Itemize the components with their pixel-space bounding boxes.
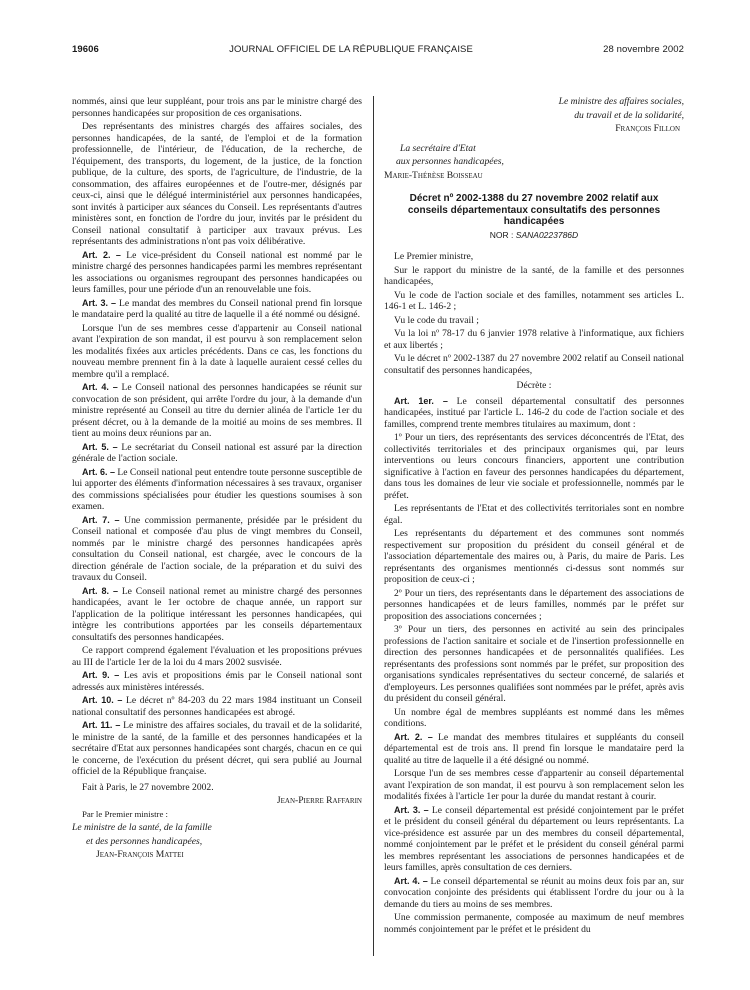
nor-label: NOR : (489, 229, 514, 240)
paragraph: Une commission permanente, composée au maximum de neuf membres nommés conjointement par le préfet et le président du (384, 912, 684, 935)
paragraph: Les représentants du département et des communes sont nommés respectivement sur proposition du président du conseil général et de l'association départementale des maires ou, à Paris, du maire de Paris. Les représentants des organismes mentionnés ci-dessus sont nommés sur proposition de ceux-ci ; (384, 528, 684, 585)
page-header (72, 44, 684, 55)
left-column (72, 96, 362, 863)
article-3 (384, 805, 684, 874)
article-10 (72, 695, 362, 718)
article-label: Art. 5. – (82, 441, 118, 452)
article-6 (72, 467, 362, 513)
nor-reference (384, 230, 684, 242)
article-text: Le Conseil national des personnes handicapées se réunit sur convocation de son président, qui arrête l'ordre du jour, à la demande d'un ministre représenté au Conseil au titre du dernier alinéa de l'article 1er du présent décret, ou à la demande de la moitié au moins de ses membres. Il tient au moins deux réunions par an. (72, 382, 362, 439)
article-7 (72, 515, 362, 584)
article-9 (72, 670, 362, 693)
article-label: Art. 4. – (394, 875, 428, 886)
paragraph: Ce rapport comprend également l'évaluation et les propositions prévues au III de l'article 1er de la loi du 4 mars 2002 susvisée. (72, 645, 362, 668)
paragraph: 3º Pour un tiers, des personnes en activité au sein des principales professions de l'action sanitaire et sociale et de l'insertion professionnelle en direction des personnes handicapées et de personnalités qualifiées. Les représentants des professions sont nommés par le préfet, sur proposition des organisations syndicales représentatives du secteur concerné, de salariés et d'employeurs. Les personnes qualifiées sont nommées par le préfet, après avis du président du conseil général. (384, 624, 684, 704)
article-3 (72, 298, 362, 321)
article-text: Le décret nº 84-203 du 22 mars 1984 instituant un Conseil national consultatif des personnes handicapées est abrogé. (72, 695, 362, 718)
paragraph: nommés, ainsi que leur suppléant, pour trois ans par le ministre chargé des personnes handicapées sur proposition de ces organisations. (72, 96, 362, 119)
article-text: Le conseil départemental se réunit au moins deux fois par an, sur convocation conjointe des présidents qui établissent l'ordre du jour ou à la demande du tiers au moins de ses membres. (384, 875, 684, 910)
minister-title: Le ministre de la santé, de la famille (72, 822, 212, 833)
paragraph: Sur le rapport du ministre de la santé, de la famille et des personnes handicapées, (384, 264, 684, 287)
article-label: Art. 6. – (82, 466, 116, 477)
secretary-title: La secrétaire d'Etat (400, 142, 476, 154)
article-text: Le conseil départemental est présidé conjointement par le préfet et le président du conseil général du département ou leurs représentants. La vice-présidence est assurée par un des membres du conseil départemental, nommé conjointement par le préfet et le président du conseil général parmi les membres représentant les associations de personnes handicapées et de leurs familles, après consultation de ces derniers. (384, 804, 684, 873)
article-text: Le secrétariat du Conseil national est assuré par la direction générale de l'action sociale. (72, 441, 362, 464)
article-text: Le mandat des membres du Conseil national prend fin lorsque le mandataire perd la qualité au titre de laquelle il a été nommé ou désigné. (72, 297, 362, 320)
article-2 (384, 732, 684, 767)
paragraph: Lorsque l'un de ses membres cesse d'appartenir au conseil départemental avant l'expiration de son mandat, il est pourvu à son remplacement selon les modalités fixées à l'article 1er pour la durée du mandat restant à courir. (384, 768, 684, 802)
paragraph: Vu le décret nº 2002-1387 du 27 novembre 2002 relatif au Conseil national consultatif des personnes handicapées, (384, 353, 684, 376)
nor-code: SANA0223786D (515, 229, 579, 240)
article-label: Art. 8. – (82, 585, 118, 596)
column-divider (373, 96, 374, 956)
article-label: Art. 11. – (82, 720, 121, 730)
article-4 (72, 382, 362, 440)
article-label: Art. 10. – (82, 695, 123, 705)
article-11 (72, 720, 362, 778)
right-column (384, 96, 684, 937)
signatory-prime-minister: Jean-Pierre Raffarin (276, 795, 362, 806)
paragraph: Un nombre égal de membres suppléants est nommé dans les mêmes conditions. (384, 706, 684, 729)
paragraph: Vu le code de l'action sociale et des familles, notamment ses articles L. 146-1 et L. 146-2 ; (384, 289, 684, 312)
article-text: Le mandat des membres titulaires et suppléants du conseil départemental est de trois ans. Il prend fin lorsque le mandataire perd la qualité au titre de laquelle il a été désigné ou nommé. (384, 731, 684, 766)
par-le-premier-ministre: Par le Premier ministre : (82, 808, 168, 819)
minister-title: du travail et de la solidarité, (574, 109, 684, 121)
article-label: Art. 1er. – (394, 395, 448, 406)
signatory-minister: Jean-François Mattei (96, 849, 184, 860)
minister-title: et des personnes handicapées, (86, 835, 203, 847)
article-label: Art. 9. – (82, 670, 120, 680)
paragraph: Vu le code du travail ; (394, 314, 479, 326)
article-text: Le ministre des affaires sociales, du travail et de la solidarité, le ministre de la santé, de la famille et des personnes handicapées et la secrétaire d'Etat aux personnes handicapées sont chargés, chacun en ce qui le concerne, de l'exécution du présent décret, qui sera publié au Journal officiel de la République française. (72, 720, 362, 777)
article-label: Art. 2. – (82, 249, 121, 260)
paragraph: Les représentants de l'Etat et des collectivités territoriales sont en nombre égal. (384, 503, 684, 526)
article-text: Les avis et propositions émis par le Conseil national sont adressés aux ministères intéressés. (72, 670, 362, 693)
article-1 (384, 396, 684, 431)
signatory-minister: François Fillon (615, 123, 680, 134)
minister-title: Le ministre des affaires sociales, (558, 96, 684, 107)
paragraph: 1º Pour un tiers, des représentants des services déconcentrés de l'Etat, des collectivités territoriales et des principaux organismes qui, par leurs interventions ou leurs concours financiers, apportent une contribution significative à l'action en faveur des personnes handicapées du département, dans tous les domaines de leur vie sociale et professionnelle, nommés par le préfet. (384, 432, 684, 501)
article-4 (384, 876, 684, 911)
article-text: Une commission permanente, présidée par le président du Conseil national et composée d'au plus de vingt membres du Conseil, nommés par le ministre chargé des personnes handicapées après consultation du Conseil national, est chargée, avec le concours de la direction générale de l'action sociale, de la préparation et du suivi des travaux du Conseil. (72, 514, 362, 583)
page-number: 19606 (72, 44, 99, 55)
article-2 (72, 250, 362, 296)
article-5 (72, 442, 362, 465)
article-label: Art. 7. – (82, 514, 120, 525)
article-text: Le Conseil national remet au ministre chargé des personnes handicapées, avant le 1er octobre de chaque année, un rapport sur l'application de la politique intéressant les personnes handicapées, qui intègre les contributions apportées par les conseils départementaux consultatifs des personnes handicapées. (72, 585, 362, 643)
journal-title: JOURNAL OFFICIEL DE LA RÉPUBLIQUE FRANÇAISE (229, 44, 473, 55)
signatory-secretary: Marie-Thérèse Boisseau (384, 169, 483, 181)
paragraph: Des représentants des ministres chargés des affaires sociales, des personnes handicapées, de la santé, de l'emploi et de la formation professionnelle, de l'intérieur, de l'éducation, de la recherche, de l'équipement, des transports, du logement, de la justice, de la fonction publique, de la culture, des sports, de l'agriculture, de l'industrie, de la consommation, des affaires européennes et de l'outre-mer, désignés par ceux-ci, ainsi que le délégué interministériel aux personnes handicapées, sont invités à participer aux séances du Conseil. Les représentants d'autres ministères sont, en fonction de l'ordre du jour, invités par le président du Conseil national consultatif à participer aux travaux prévus. Les représentants des administrations n'ont pas voix délibérative. (72, 121, 362, 247)
article-label: Art. 3. – (82, 297, 117, 308)
article-8 (72, 586, 362, 644)
article-label: Art. 4. – (82, 382, 118, 392)
decree-title: Décret nº 2002-1388 du 27 novembre 2002 relatif aux conseils départementaux consultatifs des personnes handicapées (407, 193, 661, 227)
paragraph: Vu la loi nº 78-17 du 6 janvier 1978 relative à l'informatique, aux fichiers et aux libertés ; (384, 328, 684, 351)
paragraph: 2º Pour un tiers, des représentants dans le département des associations de personnes handicapées et de leurs familles, nommés par le préfet sur proposition des associations concernées ; (384, 587, 684, 622)
paragraph: Le Premier ministre, (394, 251, 474, 262)
secretary-title: aux personnes handicapées, (396, 156, 504, 167)
issue-date: 28 novembre 2002 (603, 44, 684, 55)
article-text: Le conseil départemental consultatif des personnes handicapées, institué par l'article L. 146-2 du code de l'action sociale et des familles, comprend trente membres titulaires au maximum, dont : (384, 395, 684, 430)
paragraph: Lorsque l'un de ses membres cesse d'appartenir au Conseil national avant l'expiration de son mandat, il est pourvu à son remplacement selon les modalités fixées aux articles précédents. Dans ce cas, les fonctions du nouveau membre prennent fin à la date à laquelle auraient cessé celles du membre qu'il a remplacé. (72, 322, 362, 380)
fait-a-paris: Fait à Paris, le 27 novembre 2002. (82, 781, 214, 793)
article-text: Le Conseil national peut entendre toute personne susceptible de lui apporter des éléments d'information nécessaires à ses travaux, organiser des commissions spécialisées pour étudier les questions soumises à son examen. (72, 466, 362, 512)
decrete: Décrète : (516, 380, 552, 391)
article-label: Art. 3. – (394, 804, 429, 815)
article-text: Le vice-président du Conseil national est nommé par le ministre chargé des personnes handicapées parmi les membres représentant les associations ou organismes regroupant des personnes handicapées ou leurs familles, pour une période d'un an renouvelable une fois. (72, 249, 362, 295)
article-label: Art. 2. – (394, 731, 433, 742)
